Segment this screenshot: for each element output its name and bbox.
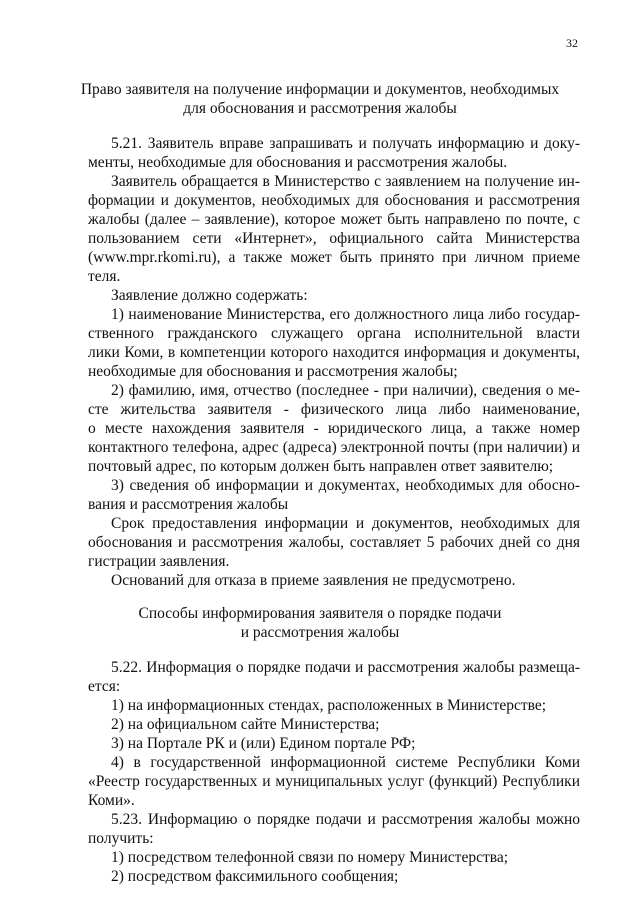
paragraph-line: Срок предоставления информации и документов, необходимых для <box>111 515 580 532</box>
page-number: 32 <box>566 36 578 50</box>
section-title-line-2: и рассмотрения жалобы <box>240 624 400 641</box>
list-item-line: контактного телефона, адрес (адреса) электронной почты (при наличии) и <box>88 439 580 456</box>
paragraph-line: гистрации заявления. <box>88 553 230 570</box>
paragraph-line: формации и документов, необходимых для обоснования и рассмотрения <box>88 192 580 209</box>
paragraph-line: пользованием сети «Интернет», официального сайта Министерства <box>88 230 580 247</box>
list-item-line: сте жительства заявителя - физического лица либо наименование, <box>88 401 580 418</box>
paragraph-line: получить: <box>88 830 154 847</box>
section-title-line-2: для обоснования и рассмотрения жалобы <box>183 100 457 117</box>
list-item-line: ственного гражданского служащего органа исполнительной власти <box>88 325 580 342</box>
list-item-line: 1) на информационных стендах, расположенных в Министерстве; <box>111 697 547 714</box>
list-item-line: 1) наименование Министерства, его должностного лица либо государ- <box>111 306 580 323</box>
list-item-line: 1) посредством телефонной связи по номеру Министерства; <box>111 849 509 866</box>
paragraph-line: 5.22. Информация о порядке подачи и рассмотрения жалобы размеща- <box>111 659 580 676</box>
list-item-line: Коми». <box>88 792 135 809</box>
list-item-line: 3) на Портале РК и (или) Едином портале РФ; <box>111 735 416 752</box>
paragraph-line: менты, необходимые для обоснования и рассмотрения жалобы. <box>88 154 508 171</box>
list-item-line: 3) сведения об информации и документах, необходимых для обосно- <box>111 477 580 494</box>
list-item-line: вания и рассмотрения жалобы <box>88 496 289 513</box>
list-item-line: 2) на официальном сайте Министерства; <box>111 716 380 733</box>
paragraph-line: (www.mpr.rkomi.ru), а также может быть принято при личном приеме <box>88 249 580 266</box>
section-title-line-1: Право заявителя на получение информации и документов, необходимых <box>80 81 560 98</box>
list-item-line: лики Коми, в компетенции которого находится информация и документы, <box>88 344 580 361</box>
paragraph-line: обоснования и рассмотрения жалобы, составляет 5 рабочих дней со дня <box>88 534 580 551</box>
paragraph-line: 5.23. Информацию о порядке подачи и рассмотрения жалобы можно <box>111 811 580 828</box>
list-item-line: 2) посредством факсимильного сообщения; <box>111 868 399 885</box>
section-title-line-1: Способы информирования заявителя о порядке подачи <box>138 605 502 622</box>
list-item-line: 2) фамилию, имя, отчество (последнее - при наличии), сведения о ме- <box>111 382 580 399</box>
paragraph-line: ется: <box>88 678 121 695</box>
paragraph-line: Заявление должно содержать: <box>111 287 308 304</box>
paragraph-line: 5.21. Заявитель вправе запрашивать и получать информацию и доку- <box>111 135 580 152</box>
list-item-line: «Реестр государственных и муниципальных услуг (функций) Республики <box>88 773 580 790</box>
paragraph-line: Заявитель обращается в Министерство с заявлением на получение ин- <box>111 173 580 190</box>
paragraph-line: жалобы (далее – заявление), которое может быть направлено по почте, с <box>88 211 580 228</box>
list-item-line: о месте нахождения заявителя - юридического лица, а также номер <box>88 420 580 437</box>
paragraph-line: теля. <box>88 268 121 285</box>
list-item-line: 4) в государственной информационной системе Республики Коми <box>111 754 580 771</box>
list-item-line: почтовый адрес, по которым должен быть направлен ответ заявителю; <box>88 458 554 475</box>
list-item-line: необходимые для обоснования и рассмотрения жалобы; <box>88 363 458 380</box>
paragraph-line: Оснований для отказа в приеме заявления не предусмотрено. <box>111 572 516 589</box>
